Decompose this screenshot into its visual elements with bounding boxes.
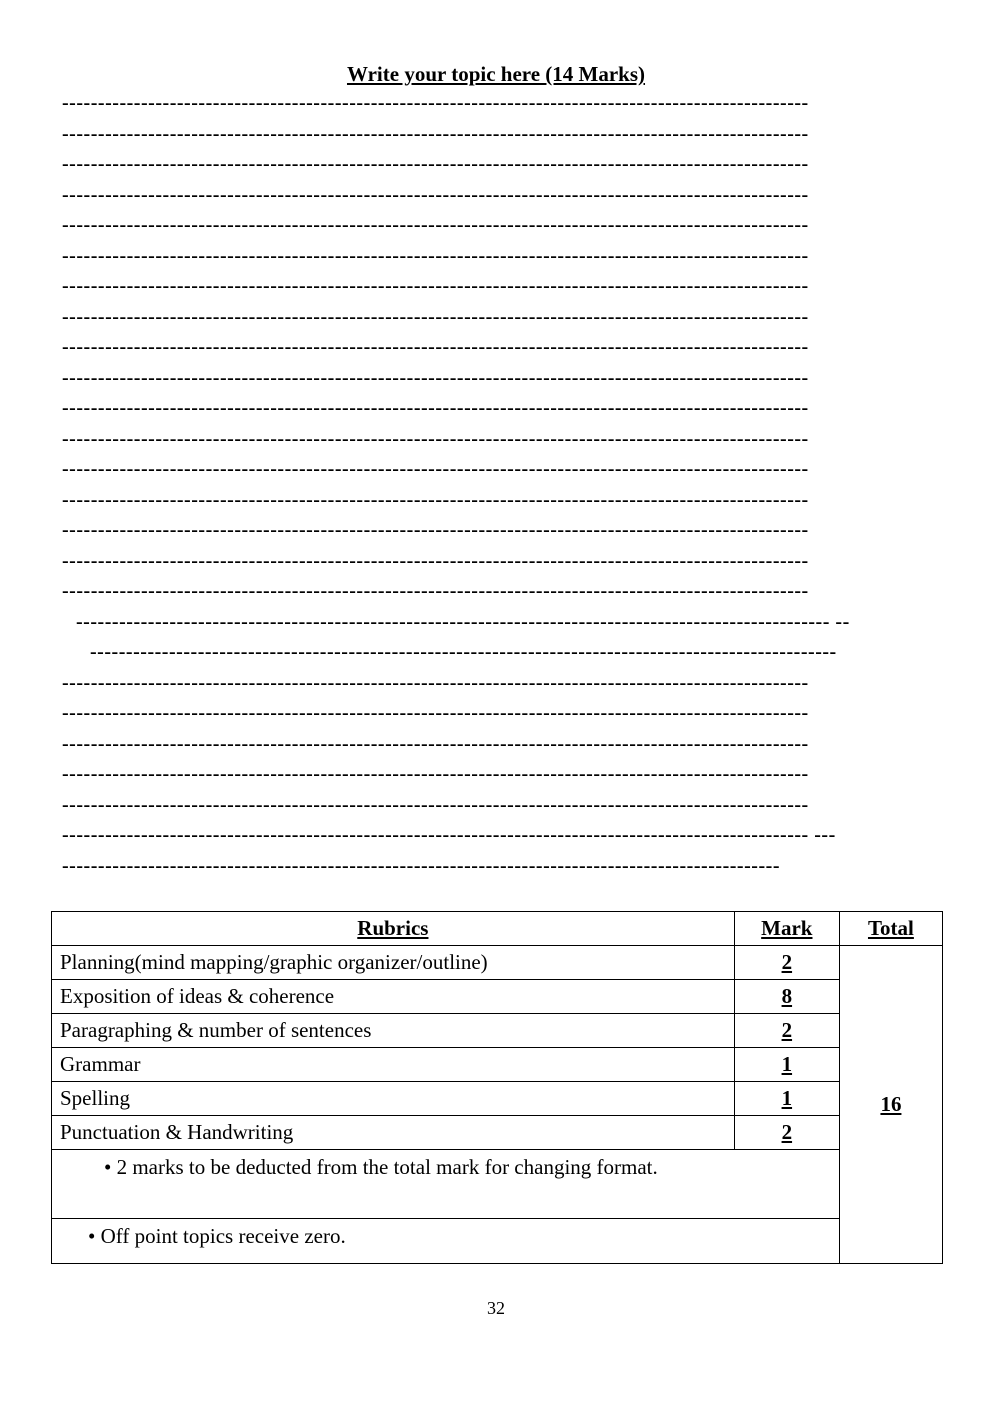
rubric-label: Planning(mind mapping/graphic organizer/outline) (52, 946, 735, 980)
writing-line[interactable]: -------------------------------------------------------------------------------------------------------- (62, 306, 809, 328)
rubric-mark: 2 (734, 1014, 839, 1048)
writing-line[interactable]: -------------------------------------------------------------------------------------------------------- (62, 336, 809, 358)
writing-line[interactable]: -------------------------------------------------------------------------------------------------------- (62, 367, 809, 389)
writing-line[interactable]: -------------------------------------------------------------------------------------------------------- (62, 245, 809, 267)
rubric-row (52, 1014, 943, 1048)
rubric-table (51, 911, 943, 1264)
writing-line[interactable]: -------------------------------------------------------------------------------------------------------- (62, 275, 809, 297)
rubric-row (52, 1048, 943, 1082)
writing-line[interactable]: ---------------------------------------------------------------------------------------------------- (62, 855, 781, 877)
writing-line[interactable]: -------------------------------------------------------------------------------------------------------- (62, 763, 809, 785)
writing-line[interactable]: -------------------------------------------------------------------------------------------------------- --- (62, 824, 836, 846)
writing-line[interactable]: -------------------------------------------------------------------------------------------------------- (62, 184, 809, 206)
writing-line[interactable]: -------------------------------------------------------------------------------------------------------- (62, 519, 809, 541)
rubric-note: • 2 marks to be deducted from the total mark for changing format. (52, 1150, 840, 1219)
writing-line[interactable]: -------------------------------------------------------------------------------------------------------- (62, 92, 809, 114)
rubric-row (52, 1116, 943, 1150)
rubric-note-row (52, 1150, 943, 1219)
page-number: 32 (487, 1298, 505, 1318)
writing-line[interactable]: -------------------------------------------------------------------------------------------------------- (62, 153, 809, 175)
rubric-row (52, 980, 943, 1014)
writing-line[interactable]: -------------------------------------------------------------------------------------------------------- (62, 458, 809, 480)
total-value: 16 (839, 946, 942, 1264)
rubric-label: Grammar (52, 1048, 735, 1082)
rubric-label: Paragraphing & number of sentences (52, 1014, 735, 1048)
writing-line[interactable]: -------------------------------------------------------------------------------------------------------- (62, 733, 809, 755)
rubric-row (52, 1082, 943, 1116)
rubric-note: • Off point topics receive zero. (52, 1219, 840, 1264)
writing-line[interactable]: -------------------------------------------------------------------------------------------------------- (62, 428, 809, 450)
writing-line[interactable]: -------------------------------------------------------------------------------------------------------- (62, 672, 809, 694)
rubrics-header: Rubrics (52, 912, 735, 946)
writing-line[interactable]: -------------------------------------------------------------------------------------------------------- (62, 550, 809, 572)
writing-line[interactable]: -------------------------------------------------------------------------------------------------------- (62, 397, 809, 419)
rubric-mark: 1 (734, 1082, 839, 1116)
rubric-label: Exposition of ideas & coherence (52, 980, 735, 1014)
writing-line[interactable]: -------------------------------------------------------------------------------------------------------- (62, 580, 809, 602)
writing-line[interactable]: -------------------------------------------------------------------------------------------------------- (62, 702, 809, 724)
writing-line[interactable]: -------------------------------------------------------------------------------------------------------- (90, 641, 837, 663)
rubric-label: Spelling (52, 1082, 735, 1116)
mark-header: Mark (734, 912, 839, 946)
rubric-mark: 2 (734, 946, 839, 980)
writing-line[interactable]: --------------------------------------------------------------------------------------------------------- -- (76, 611, 850, 633)
writing-line[interactable]: -------------------------------------------------------------------------------------------------------- (62, 123, 809, 145)
rubric-mark: 8 (734, 980, 839, 1014)
total-header: Total (839, 912, 942, 946)
rubric-row (52, 946, 943, 980)
writing-line[interactable]: -------------------------------------------------------------------------------------------------------- (62, 214, 809, 236)
writing-line[interactable]: -------------------------------------------------------------------------------------------------------- (62, 794, 809, 816)
rubric-mark: 2 (734, 1116, 839, 1150)
rubric-label: Punctuation & Handwriting (52, 1116, 735, 1150)
rubric-note-row (52, 1219, 943, 1264)
writing-line[interactable]: -------------------------------------------------------------------------------------------------------- (62, 489, 809, 511)
rubric-header-row (52, 912, 943, 946)
page-title: Write your topic here (14 Marks) (346, 62, 646, 86)
rubric-mark: 1 (734, 1048, 839, 1082)
